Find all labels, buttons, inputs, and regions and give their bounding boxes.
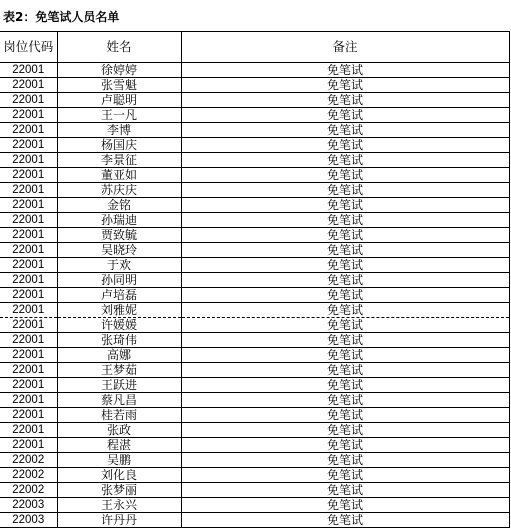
note-cell: 免笔试 bbox=[181, 348, 509, 363]
position-code-cell: 22001 bbox=[0, 228, 57, 243]
table-row bbox=[0, 363, 509, 378]
table-row bbox=[0, 93, 509, 108]
note-cell: 免笔试 bbox=[181, 108, 509, 123]
position-code-cell: 22001 bbox=[0, 93, 57, 108]
table-row bbox=[0, 513, 509, 528]
table-row bbox=[0, 378, 509, 393]
note-cell: 免笔试 bbox=[181, 78, 509, 93]
note-cell: 免笔试 bbox=[181, 498, 509, 513]
position-code-cell: 22001 bbox=[0, 198, 57, 213]
table-row bbox=[0, 333, 509, 348]
position-code-cell: 22001 bbox=[0, 258, 57, 273]
note-cell: 免笔试 bbox=[181, 258, 509, 273]
table-row bbox=[0, 138, 509, 153]
table-row bbox=[0, 153, 509, 168]
table-row bbox=[0, 438, 509, 453]
note-cell: 免笔试 bbox=[181, 468, 509, 483]
name-cell: 徐婷婷 bbox=[57, 63, 181, 78]
position-code-cell: 22001 bbox=[0, 153, 57, 168]
position-code-cell: 22001 bbox=[0, 393, 57, 408]
table-row bbox=[0, 483, 509, 498]
position-code-cell: 22001 bbox=[0, 108, 57, 123]
name-cell: 许丹丹 bbox=[57, 513, 181, 528]
position-code-cell: 22001 bbox=[0, 63, 57, 78]
name-cell: 于欢 bbox=[57, 258, 181, 273]
name-cell: 李景征 bbox=[57, 153, 181, 168]
name-cell: 孙瑞迪 bbox=[57, 213, 181, 228]
table-body bbox=[0, 63, 509, 528]
name-cell: 苏庆庆 bbox=[57, 183, 181, 198]
note-cell: 免笔试 bbox=[181, 213, 509, 228]
position-code-cell: 22001 bbox=[0, 378, 57, 393]
name-cell: 王永兴 bbox=[57, 498, 181, 513]
position-code-cell: 22001 bbox=[0, 123, 57, 138]
name-cell: 卢培磊 bbox=[57, 288, 181, 303]
position-code-cell: 22001 bbox=[0, 213, 57, 228]
exemption-table bbox=[0, 31, 510, 528]
name-cell: 王跃进 bbox=[57, 378, 181, 393]
position-code-cell: 22001 bbox=[0, 183, 57, 198]
name-cell: 董亚如 bbox=[57, 168, 181, 183]
note-cell: 免笔试 bbox=[181, 168, 509, 183]
table-row bbox=[0, 183, 509, 198]
name-cell: 吴鹏 bbox=[57, 453, 181, 468]
name-cell: 卢聪明 bbox=[57, 93, 181, 108]
table-row bbox=[0, 108, 509, 123]
position-code-cell: 22003 bbox=[0, 498, 57, 513]
table-row bbox=[0, 498, 509, 513]
column-header-name: 姓名 bbox=[57, 32, 181, 63]
note-cell: 免笔试 bbox=[181, 273, 509, 288]
name-cell: 吴晓玲 bbox=[57, 243, 181, 258]
position-code-cell: 22001 bbox=[0, 138, 57, 153]
table-row bbox=[0, 198, 509, 213]
position-code-cell: 22002 bbox=[0, 483, 57, 498]
table-row bbox=[0, 348, 509, 363]
name-cell: 高娜 bbox=[57, 348, 181, 363]
position-code-cell: 22001 bbox=[0, 168, 57, 183]
position-code-cell: 22001 bbox=[0, 438, 57, 453]
table-row bbox=[0, 78, 509, 93]
header-row bbox=[0, 32, 509, 63]
position-code-cell: 22001 bbox=[0, 318, 57, 333]
position-code-cell: 22001 bbox=[0, 273, 57, 288]
table-row bbox=[0, 168, 509, 183]
note-cell: 免笔试 bbox=[181, 288, 509, 303]
position-code-cell: 22001 bbox=[0, 408, 57, 423]
table-row bbox=[0, 228, 509, 243]
name-cell: 金铭 bbox=[57, 198, 181, 213]
note-cell: 免笔试 bbox=[181, 318, 509, 333]
position-code-cell: 22003 bbox=[0, 513, 57, 528]
table-row bbox=[0, 213, 509, 228]
note-cell: 免笔试 bbox=[181, 138, 509, 153]
note-cell: 免笔试 bbox=[181, 303, 509, 318]
name-cell: 许媛媛 bbox=[57, 318, 181, 333]
position-code-cell: 22002 bbox=[0, 453, 57, 468]
name-cell: 孙同明 bbox=[57, 273, 181, 288]
note-cell: 免笔试 bbox=[181, 408, 509, 423]
note-cell: 免笔试 bbox=[181, 378, 509, 393]
position-code-cell: 22001 bbox=[0, 348, 57, 363]
table-row bbox=[0, 273, 509, 288]
position-code-cell: 22001 bbox=[0, 333, 57, 348]
note-cell: 免笔试 bbox=[181, 198, 509, 213]
note-cell: 免笔试 bbox=[181, 438, 509, 453]
position-code-cell: 22001 bbox=[0, 423, 57, 438]
position-code-cell: 22001 bbox=[0, 363, 57, 378]
table-row bbox=[0, 303, 509, 318]
position-code-cell: 22001 bbox=[0, 243, 57, 258]
table-row bbox=[0, 318, 509, 333]
table-row bbox=[0, 408, 509, 423]
note-cell: 免笔试 bbox=[181, 228, 509, 243]
note-cell: 免笔试 bbox=[181, 423, 509, 438]
note-cell: 免笔试 bbox=[181, 153, 509, 168]
table-row bbox=[0, 123, 509, 138]
table-row bbox=[0, 243, 509, 258]
position-code-cell: 22001 bbox=[0, 288, 57, 303]
table-row bbox=[0, 423, 509, 438]
name-cell: 张雪魁 bbox=[57, 78, 181, 93]
note-cell: 免笔试 bbox=[181, 393, 509, 408]
name-cell: 张政 bbox=[57, 423, 181, 438]
name-cell: 刘雅妮 bbox=[57, 303, 181, 318]
note-cell: 免笔试 bbox=[181, 93, 509, 108]
position-code-cell: 22001 bbox=[0, 78, 57, 93]
note-cell: 免笔试 bbox=[181, 63, 509, 78]
sheet-title: 表2：免笔试人员名单 bbox=[3, 10, 120, 24]
name-cell: 贾致毓 bbox=[57, 228, 181, 243]
name-cell: 杨国庆 bbox=[57, 138, 181, 153]
column-header-code: 岗位代码 bbox=[0, 32, 57, 63]
note-cell: 免笔试 bbox=[181, 513, 509, 528]
table-row bbox=[0, 63, 509, 78]
table-row bbox=[0, 288, 509, 303]
name-cell: 刘化良 bbox=[57, 468, 181, 483]
name-cell: 桂若雨 bbox=[57, 408, 181, 423]
table-row bbox=[0, 453, 509, 468]
name-cell: 张梦丽 bbox=[57, 483, 181, 498]
note-cell: 免笔试 bbox=[181, 243, 509, 258]
table-row bbox=[0, 468, 509, 483]
table-row bbox=[0, 258, 509, 273]
note-cell: 免笔试 bbox=[181, 453, 509, 468]
name-cell: 王一凡 bbox=[57, 108, 181, 123]
column-header-note: 备注 bbox=[181, 32, 509, 63]
name-cell: 李博 bbox=[57, 123, 181, 138]
name-cell: 蔡凡昌 bbox=[57, 393, 181, 408]
note-cell: 免笔试 bbox=[181, 183, 509, 198]
note-cell: 免笔试 bbox=[181, 483, 509, 498]
note-cell: 免笔试 bbox=[181, 363, 509, 378]
name-cell: 王梦茹 bbox=[57, 363, 181, 378]
name-cell: 张琦伟 bbox=[57, 333, 181, 348]
position-code-cell: 22002 bbox=[0, 468, 57, 483]
name-cell: 程湛 bbox=[57, 438, 181, 453]
note-cell: 免笔试 bbox=[181, 333, 509, 348]
note-cell: 免笔试 bbox=[181, 123, 509, 138]
position-code-cell: 22001 bbox=[0, 303, 57, 318]
table-row bbox=[0, 393, 509, 408]
